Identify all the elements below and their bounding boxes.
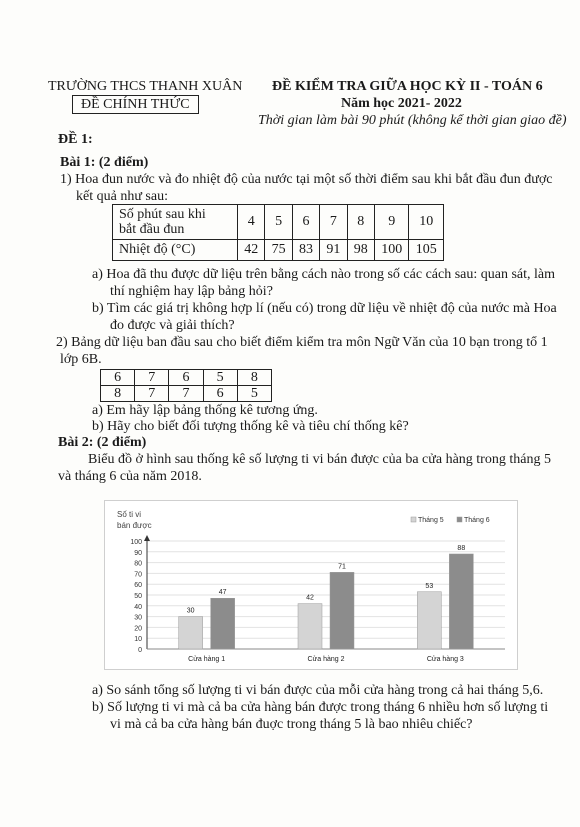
bai1-q1-text: 1) Hoa đun nước và đo nhiệt độ của nước tại một số thời điểm sau khi bắt đầu đun được	[60, 172, 553, 187]
bai1-heading: Bài 1: (2 điểm)	[60, 155, 149, 170]
exam-time: Thời gian làm bài 90 phút (không kể thời gian giao đề)	[258, 113, 567, 128]
table-cell: 8	[101, 386, 135, 402]
table-cell: 75	[265, 240, 292, 261]
table-cell: 5	[265, 205, 292, 240]
bai1-q2-text: 2) Bảng dữ liệu ban đầu sau cho biết điểm kiểm tra môn Ngữ Văn của 10 bạn trong tổ 1	[56, 335, 548, 350]
official-label: ĐỀ CHÍNH THỨC	[72, 95, 199, 114]
data-label: 47	[218, 589, 227, 597]
y-tick-label: 0	[138, 647, 142, 654]
table-row	[101, 386, 272, 402]
table-row	[113, 205, 444, 240]
table-cell: 9	[374, 205, 409, 240]
bai1-qa: a) Hoa đã thu được dữ liệu trên bằng cách nào trong số các cách sau: quan sát, làm	[92, 267, 556, 282]
x-tick-label: Cửa hàng 2	[307, 656, 345, 663]
table-cell: 91	[320, 240, 347, 261]
x-tick-label: Cửa hàng 1	[188, 656, 226, 663]
y-tick-label: 20	[134, 625, 142, 633]
table-cell: 42	[238, 240, 265, 261]
exam-code: ĐỀ 1:	[58, 132, 93, 147]
bar	[330, 572, 354, 649]
y-tick-label: 30	[134, 614, 142, 622]
table-cell: 7	[320, 205, 347, 240]
bai2-qa: a) So sánh tổng số lượng ti vi bán được của mỗi cửa hàng trong cả hai tháng 5,6.	[92, 683, 544, 698]
bai1-q2-text-cont: lớp 6B.	[60, 352, 102, 367]
bai1-q2b: b) Hãy cho biết đối tượng thống kê và tiêu chí thống kê?	[92, 419, 409, 434]
scores-table	[100, 369, 272, 402]
x-tick-label: Cửa hàng 3	[426, 656, 464, 663]
data-label: 88	[457, 544, 466, 552]
legend-swatch	[457, 517, 462, 522]
bar	[449, 554, 473, 649]
table-row	[113, 240, 444, 261]
bar-chart-svg	[105, 501, 517, 669]
bai2-qb: b) Số lượng ti vi mà cả ba cửa hàng bán được trong tháng 6 nhiều hơn số lượng ti	[92, 700, 549, 715]
bai2-intro: Biểu đồ ở hình sau thống kê số lượng ti vi bán được của ba cửa hàng trong tháng 5	[88, 452, 551, 467]
bar	[211, 598, 235, 649]
bar	[179, 617, 203, 649]
table-cell: 105	[409, 240, 444, 261]
bai2-intro-cont: và tháng 6 của năm 2018.	[58, 469, 202, 484]
table-cell: 10	[409, 205, 444, 240]
table-cell: 4	[238, 205, 265, 240]
table-cell: 100	[374, 240, 409, 261]
y-axis-arrow	[144, 535, 150, 541]
table-cell: 6	[203, 386, 237, 402]
table-cell: 83	[292, 240, 319, 261]
bai1-qb: b) Tìm các giá trị không hợp lí (nếu có) trong dữ liệu về nhiệt độ của nước mà Hoa	[92, 301, 557, 316]
data-label: 71	[338, 563, 346, 571]
y-tick-label: 70	[134, 571, 142, 579]
temperature-table	[112, 204, 444, 261]
bai2-qb-cont: vi mà cả ba cửa hàng bán đuợc trong tháng 5 là bao nhiêu chiếc?	[110, 717, 473, 732]
table-cell: 5	[203, 370, 237, 386]
table-cell: 8	[347, 205, 374, 240]
data-label: 30	[186, 607, 195, 615]
bar	[298, 604, 322, 649]
y-tick-label: 50	[134, 593, 142, 600]
table-cell: 6	[292, 205, 319, 240]
bai2-heading: Bài 2: (2 điểm)	[58, 435, 147, 450]
y-tick-label: 60	[134, 582, 142, 590]
y-tick-label: 90	[134, 549, 142, 557]
bai1-qb-cont: đo được và giải thích?	[110, 318, 235, 333]
exam-title: ĐỀ KIỂM TRA GIỮA HỌC KỲ II - TOÁN 6	[272, 79, 543, 94]
legend-label: Tháng 5	[418, 517, 444, 524]
legend-label: Tháng 6	[464, 517, 490, 524]
table-cell: Nhiệt độ (°C)	[113, 240, 238, 261]
bai1-qa-cont: thí nghiệm hay lập bảng hỏi?	[110, 284, 273, 299]
bai1-q2a: a) Em hãy lập bảng thống kê tương ứng.	[92, 403, 318, 418]
y-tick-label: 100	[130, 539, 142, 546]
table-row	[101, 370, 272, 386]
school-name: TRƯỜNG THCS THANH XUÂN	[48, 79, 243, 94]
school-year: Năm học 2021- 2022	[341, 96, 462, 111]
table-cell: Số phút sau khi bắt đầu đun	[113, 205, 238, 240]
bai1-q1-text-cont: kết quả như sau:	[76, 189, 168, 204]
table-cell: 6	[101, 370, 135, 386]
table-cell: 6	[169, 370, 203, 386]
y-tick-label: 80	[134, 560, 142, 568]
data-label: 42	[306, 594, 314, 602]
table-cell: 98	[347, 240, 374, 261]
table-cell: 7	[169, 386, 203, 402]
table-cell: 5	[237, 386, 271, 402]
y-tick-label: 40	[134, 603, 142, 611]
y-tick-label: 10	[134, 636, 142, 644]
data-label: 53	[425, 582, 434, 590]
table-cell: 8	[237, 370, 271, 386]
bar	[417, 592, 441, 649]
y-axis-label: bán được	[117, 521, 152, 530]
legend-swatch	[411, 517, 416, 522]
table-cell: 7	[135, 370, 169, 386]
bar-chart	[104, 500, 518, 670]
y-axis-label: Số ti vi	[117, 510, 142, 519]
table-cell: 7	[135, 386, 169, 402]
